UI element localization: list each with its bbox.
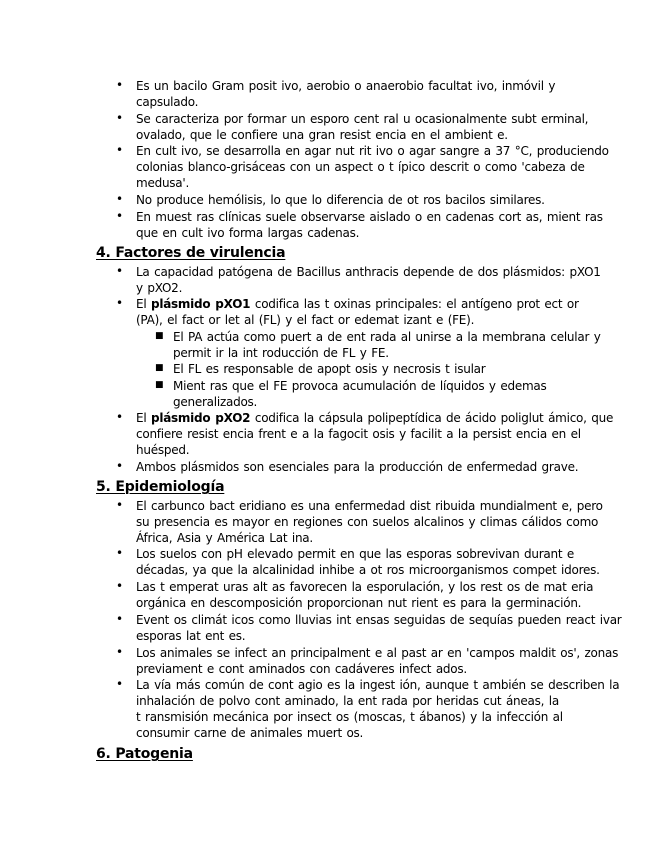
- text-run: codifica las t oxinas principales: el antígeno prot ect or: [250, 297, 579, 311]
- text-line: La vía más común de cont agio es la ingest ión, aunque t ambién se describen la: [136, 678, 620, 692]
- text-line: Los animales se infect an principalment e al past ar en 'campos maldit os', zonas: [136, 646, 619, 660]
- text-line: África, Asia y América Lat ina.: [136, 531, 313, 545]
- text-line: su presencia es mayor en regiones con suelos alcalinos y climas cálidos como: [136, 515, 599, 529]
- text-run: El: [136, 411, 151, 425]
- text-line: consumir carne de animales muert os.: [136, 726, 364, 740]
- text-run: codifica la cápsula polipeptídica de ácido poliglut ámico, que: [250, 411, 614, 425]
- bullet-icon: •: [116, 546, 124, 560]
- bullet-icon: •: [116, 459, 124, 473]
- bullet-icon: •: [116, 78, 124, 92]
- text-line: y pXO2.: [136, 281, 183, 295]
- bullet-icon: •: [116, 645, 124, 659]
- bullet-icon: •: [116, 498, 124, 512]
- text-line: El FL es responsable de apopt osis y necrosis t isular: [173, 362, 486, 376]
- text-line: Ambos plásmidos son esenciales para la producción de enfermedad grave.: [136, 460, 579, 474]
- bullet-icon: •: [116, 264, 124, 278]
- bullet-icon: •: [116, 579, 124, 593]
- text-line: esporas lat ent es.: [136, 629, 246, 643]
- text-line: [136, 411, 613, 425]
- bullet-icon: •: [116, 192, 124, 206]
- text-line: que en cult ivo forma largas cadenas.: [136, 226, 360, 240]
- text-line: Las t emperat uras alt as favorecen la esporulación, y los rest os de mat eria: [136, 580, 594, 594]
- section-heading: 6. Patogenia: [96, 746, 193, 762]
- bullet-icon: •: [116, 143, 124, 157]
- text-line: Los suelos con pH elevado permit en que las esporas sobrevivan durant e: [136, 547, 575, 561]
- bullet-icon: •: [116, 296, 124, 310]
- text-run: El: [136, 297, 151, 311]
- bullet-icon: •: [116, 410, 124, 424]
- text-line: El carbunco bact eridiano es una enfermedad dist ribuida mundialment e, pero: [136, 499, 603, 513]
- square-bullet-icon: ■: [155, 331, 164, 341]
- text-line: orgánica en descomposición proporcionan nut rient es para la germinación.: [136, 596, 582, 610]
- section-heading: 4. Factores de virulencia: [96, 245, 286, 261]
- plasmid-pxo1-term: plásmido pXO1: [150, 297, 251, 311]
- section-heading: 5. Epidemiología: [96, 479, 225, 495]
- text-line: inhalación de polvo cont aminado, la ent rada por heridas cut áneas, la: [136, 694, 559, 708]
- text-line: Mient ras que el FE provoca acumulación de líquidos y edemas: [173, 379, 547, 393]
- text-line: medusa'.: [136, 176, 190, 190]
- text-line: previament e cont aminados con cadáveres infect ados.: [136, 662, 467, 676]
- text-line: La capacidad patógena de Bacillus anthracis depende de dos plásmidos: pXO1: [136, 265, 601, 279]
- text-line: generalizados.: [173, 395, 258, 409]
- text-line: permit ir la int roducción de FL y FE.: [173, 346, 389, 360]
- text-line: Es un bacilo Gram posit ivo, aerobio o anaerobio facultat ivo, inmóvil y: [136, 79, 556, 93]
- text-line: ovalado, que le confiere una gran resist encia en el ambient e.: [136, 128, 508, 142]
- bullet-icon: •: [116, 111, 124, 125]
- plasmid-pxo2-term: plásmido pXO2: [150, 411, 251, 425]
- text-line: capsulado.: [136, 95, 199, 109]
- text-line: En muest ras clínicas suele observarse aislado o en cadenas cort as, mient ras: [136, 210, 603, 224]
- bullet-icon: •: [116, 612, 124, 626]
- bullet-icon: •: [116, 677, 124, 691]
- text-line: El PA actúa como puert a de ent rada al unirse a la membrana celular y: [173, 330, 601, 344]
- text-line: Se caracteriza por formar un esporo cent ral u ocasionalmente subt erminal,: [136, 112, 589, 126]
- text-line: t ransmisión mecánica por insect os (moscas, t ábanos) y la infección al: [136, 710, 563, 724]
- text-line: confiere resist encia frent e a la fagocit osis y facilit a la persist encia en el: [136, 427, 581, 441]
- square-bullet-icon: ■: [155, 380, 164, 390]
- text-line: (PA), el fact or let al (FL) y el fact or edemat izant e (FE).: [136, 313, 475, 327]
- text-line: En cult ivo, se desarrolla en agar nut rit ivo o agar sangre a 37 °C, produciendo: [136, 144, 609, 158]
- text-line: No produce hemólisis, lo que lo diferencia de ot ros bacilos similares.: [136, 193, 545, 207]
- text-line: colonias blanco-grisáceas con un aspect o t ípico descrit o como 'cabeza de: [136, 160, 585, 174]
- text-line: huésped.: [136, 443, 190, 457]
- square-bullet-icon: ■: [155, 363, 164, 373]
- text-line: [136, 297, 579, 311]
- bullet-icon: •: [116, 209, 124, 223]
- text-line: décadas, ya que la alcalinidad inhibe a ot ros microorganismos compet idores.: [136, 563, 600, 577]
- text-line: Event os climát icos como lluvias int ensas seguidas de sequías pueden react ivar: [136, 613, 622, 627]
